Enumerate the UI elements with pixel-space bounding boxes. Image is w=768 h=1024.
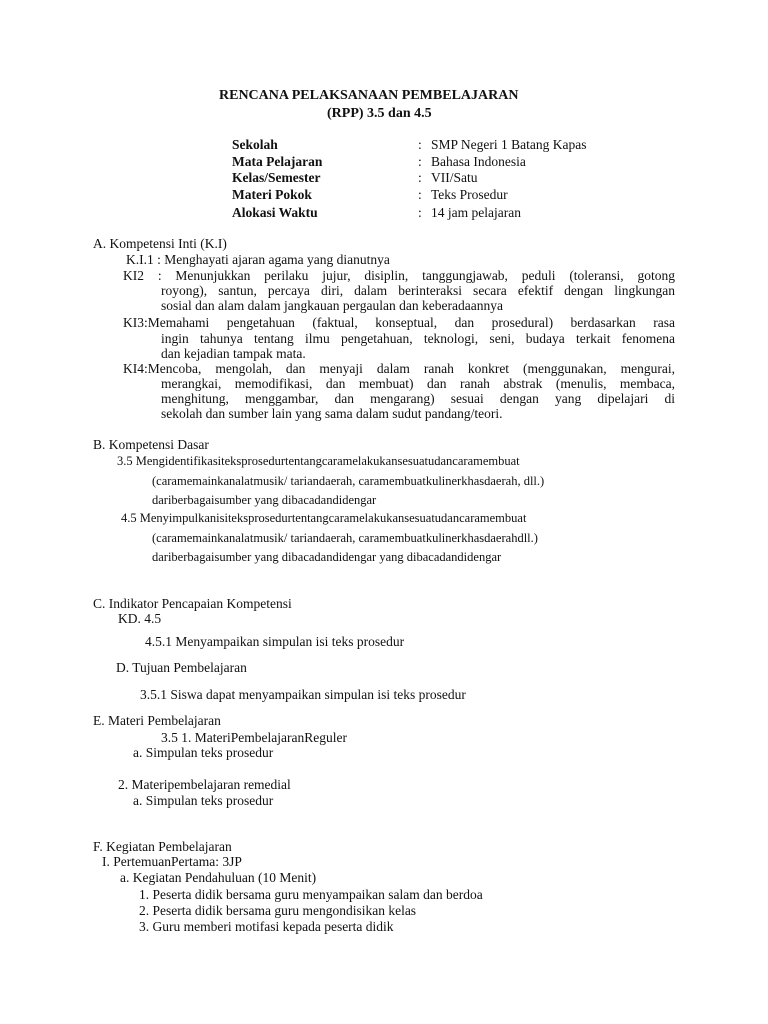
identity-value: 14 jam pelajaran	[431, 205, 521, 220]
activity-step: 1. Peserta didik bersama guru menyampaikan salam dan berdoa	[139, 887, 483, 902]
material-item: 2. Materipembelajaran remedial	[118, 777, 291, 792]
kd-45-text: (caramemainkanalatmusik/ tariandaerah, caramembuatkulinerkhasdaerahdll.)	[152, 531, 538, 545]
identity-value: VII/Satu	[431, 170, 478, 185]
ki4-text: KI4:Mencoba, mengolah, dan menyaji dalam ranah konkret (menggunakan, mengurai,	[123, 361, 675, 376]
meeting-label: I. PertemuanPertama: 3JP	[102, 854, 242, 869]
ki4-text: menghitung, menggambar, dan mengarang) sesuai dengan yang dipelajari di	[161, 391, 675, 406]
ki4-text: merangkai, memodifikasi, dan membuat) dan ranah abstrak (menulis, membaca,	[161, 376, 675, 391]
kd-35-text: 3.5 Mengidentifikasiteksprosedurtentangcaramelakukansesuatudancaramembuat	[117, 454, 520, 468]
document-title: RENCANA PELAKSANAAN PEMBELAJARAN	[219, 88, 519, 103]
identity-value: SMP Negeri 1 Batang Kapas	[431, 137, 587, 152]
identity-sep: :	[418, 205, 422, 220]
section-heading: E. Materi Pembelajaran	[93, 713, 221, 728]
section-heading: D. Tujuan Pembelajaran	[116, 660, 247, 675]
activity-step: 3. Guru memberi motifasi kepada peserta didik	[139, 919, 394, 934]
identity-label: Materi Pokok	[232, 187, 312, 202]
ki3-text: dan kejadian tampak mata.	[161, 346, 306, 361]
kd-35-text: (caramemainkanalatmusik/ tariandaerah, caramembuatkulinerkhasdaerah, dll.)	[152, 474, 545, 488]
activity-subheading: a. Kegiatan Pendahuluan (10 Menit)	[120, 870, 317, 885]
material-subitem: a. Simpulan teks prosedur	[133, 745, 274, 760]
identity-label: Sekolah	[232, 137, 278, 152]
identity-value: Bahasa Indonesia	[431, 154, 526, 169]
identity-label: Mata Pelajaran	[232, 154, 323, 169]
identity-sep: :	[418, 170, 422, 185]
identity-sep: :	[418, 187, 422, 202]
ki2-text: KI2 : Menunjukkan perilaku jujur, disiplin, tanggungjawab, peduli (toleransi, gotong	[123, 268, 675, 283]
ki2-text: sosial dan alam dalam jangkauan pergaulan dan keberadaannya	[161, 298, 503, 313]
identity-label: Kelas/Semester	[232, 170, 321, 185]
ki2-text: royong), santun, percaya diri, dalam berinteraksi secara efektif dengan lingkungan	[161, 283, 675, 298]
identity-sep: :	[418, 154, 422, 169]
identity-value: Teks Prosedur	[431, 187, 508, 202]
document-subtitle: (RPP) 3.5 dan 4.5	[327, 106, 432, 121]
material-subitem: a. Simpulan teks prosedur	[133, 793, 274, 808]
ki3-text: KI3:Memahami pengetahuan (faktual, konseptual, dan prosedural) berdasarkan rasa	[123, 315, 675, 330]
indicator-text: 4.5.1 Menyampaikan simpulan isi teks prosedur	[145, 634, 405, 649]
section-heading: F. Kegiatan Pembelajaran	[93, 839, 232, 854]
kd-35-text: dariberbagaisumber yang dibacadandidengar	[152, 493, 377, 507]
kd-45-text: 4.5 Menyimpulkanisiteksprosedurtentangcaramelakukansesuatudancaramembuat	[121, 511, 527, 525]
kd-label: KD. 4.5	[118, 611, 162, 626]
goal-text: 3.5.1 Siswa dapat menyampaikan simpulan isi teks prosedur	[140, 687, 466, 702]
ki4-text: sekolah dan sumber lain yang sama dalam sudut pandang/teori.	[161, 406, 503, 421]
section-heading: B. Kompetensi Dasar	[93, 437, 209, 452]
activity-step: 2. Peserta didik bersama guru mengondisikan kelas	[139, 903, 417, 918]
kd-45-text: dariberbagaisumber yang dibacadandidengar yang dibacadandidengar	[152, 550, 502, 564]
material-item: 3.5 1. MateriPembelajaranReguler	[161, 730, 347, 745]
section-heading: A. Kompetensi Inti (K.I)	[93, 236, 227, 251]
section-heading: C. Indikator Pencapaian Kompetensi	[93, 596, 292, 611]
ki3-text: ingin tahunya tentang ilmu pengetahuan, teknologi, seni, budaya terkait fenomena	[161, 331, 675, 346]
ki1-text: K.I.1 : Menghayati ajaran agama yang dianutnya	[126, 252, 390, 267]
identity-label: Alokasi Waktu	[232, 205, 318, 220]
identity-sep: :	[418, 137, 422, 152]
